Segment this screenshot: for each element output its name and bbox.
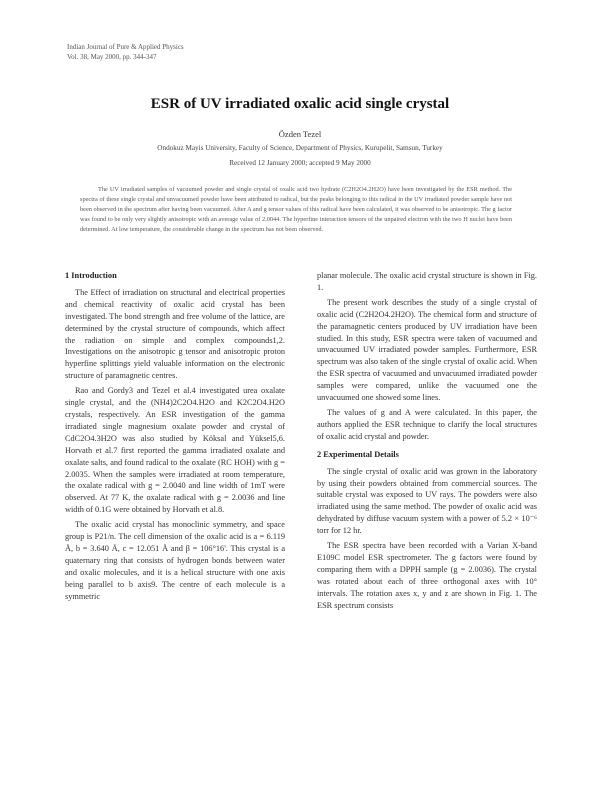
section-heading-introduction: 1 Introduction: [65, 271, 117, 280]
body-paragraph: The Effect of irradiation on structural and electrical properties and chemical reactivity of oxalic acid crystal has been investigated. The bond strength and free volume of the lattice, are determined by the crystal structure of compounds, which affect the radiation on simple and complex compounds1,2. Investigations on the anisotropic g tensor and anisotropic proton hyperfine splittings yield valuable information on the electronic structure of paramagnetic centres.: [65, 287, 285, 381]
author-name: Özden Tezel: [278, 129, 322, 139]
author-affiliation: Ondokuz Mayis University, Faculty of Science, Department of Physics, Kurupelit, Samsun, Turkey: [157, 144, 443, 152]
left-column: [65, 270, 285, 605]
received-dates: Received 12 January 2000; accepted 9 May 2000: [229, 159, 371, 167]
journal-citation: [67, 43, 184, 62]
body-paragraph: The single crystal of oxalic acid was grown in the laboratory by using their powders obtained from commercial sources. The suitable crystal was exposed to UV rays. The powders were also irradiated using the same method. The powder of oxalic acid was dehydrated by diffuse vacuum system with a power of 5.2 × 10⁻⁶ torr for 12 hr.: [317, 466, 537, 536]
journal-volume: Vol. 38, May 2000, pp. 344-347: [67, 52, 157, 61]
right-column: [317, 270, 537, 614]
paper-title: ESR of UV irradiated oxalic acid single crystal: [150, 96, 450, 112]
body-paragraph: planar molecule. The oxalic acid crystal structure is shown in Fig. 1.: [317, 271, 537, 292]
section-heading-experimental: 2 Experimental Details: [317, 449, 399, 459]
abstract: [80, 185, 512, 235]
body-paragraph: The values of g and A were calculated. In this paper, the authors applied the ESR technique to clarify the local structures of oxalic acid crystal and powder.: [317, 407, 537, 441]
body-paragraph: The oxalic acid crystal has monoclinic symmetry, and space group is P21/n. The cell dimension of the oxalic acid is a = 6.119 Å, b = 3.640 Å, c = 12.051 Å and β = 106°16'. This crystal is a quaternary ring that consists of hydrogen bonds between water and oxalic molecules, and it is a helical structure with one axis being parallel to b axis9. The centre of each molecule is a symmetric: [65, 520, 285, 601]
body-paragraph: The present work describes the study of a single crystal of oxalic acid (C2H2O4.2H2O). The chemical form and structure of the paramagnetic centers produced by UV irradiation have been studied. In this study, ESR spectra were taken of vacuumed and unvacuumed UV irradiated powder samples. Furthermore, ESR spectrum was also taken of the single crystal of oxalic acid. When the ESR spectra of vacuumed and unvacuumed irradiated powder samples were compared, unlike the vacuumed one the unvacuumed one showed some lines.: [317, 297, 537, 403]
body-paragraph: Rao and Gordy3 and Tezel et al.4 investigated urea oxalate single crystal, and the (NH4)2C2O4.H2O and K2C2O4.H2O crystals, respectively. An ESR investigation of the gamma irradiated single magnesium oxalate powder and crystal of CdC2O4.3H2O was also studied by Köksal and Yüksel5,6. Horvath et al.7 first reported the gamma irradiated oxalate and oxalate salts, and found radical to the oxalate (RC HOH) with g = 2.0035. When the samples were irradiated at room temperature, the oxalate radical with g = 2.0040 and line width of 1mT were observed. At 77 K, the oxalate radical with g = 2.0036 and line width of 0.1G were obtained by Horvath et al.8.: [65, 386, 285, 515]
journal-name: Indian Journal of Pure & Applied Physics: [67, 43, 184, 51]
abstract-text: The UV irradiated samples of vacuumed powder and single crystal of oxalic acid two hydrate (C2H2O4.2H2O) have been investigated by the ESR method. The spectra of these single crystal and unvacuumed powder have been attributed to radical, but the peaks belonging to this radical in the UV irradiated powder sample have not been observed in the spectrum after having been vacuumed. After A and g tensor values of this radical have been calculated, it was observed to be anisotropic. The g factor was found to be only very slightly anisotropic with an average value of 2.0044. The hyperfine interaction tensors of the unpaired electron with the two H nuclei have been determined. At low temperature, the considerable change in the spectrum has not been observed.: [80, 186, 512, 233]
body-paragraph: The ESR spectra have been recorded with a Varian X-band E109C model ESR spectrometer. The g factors were found by comparing them with a DPPH sample (g = 2.0036). The crystal was rotated about each of three orthogonal axes with 10° intervals. The rotation axes x, y and z are shown in Fig. 1. The ESR spectrum consists: [317, 541, 537, 610]
